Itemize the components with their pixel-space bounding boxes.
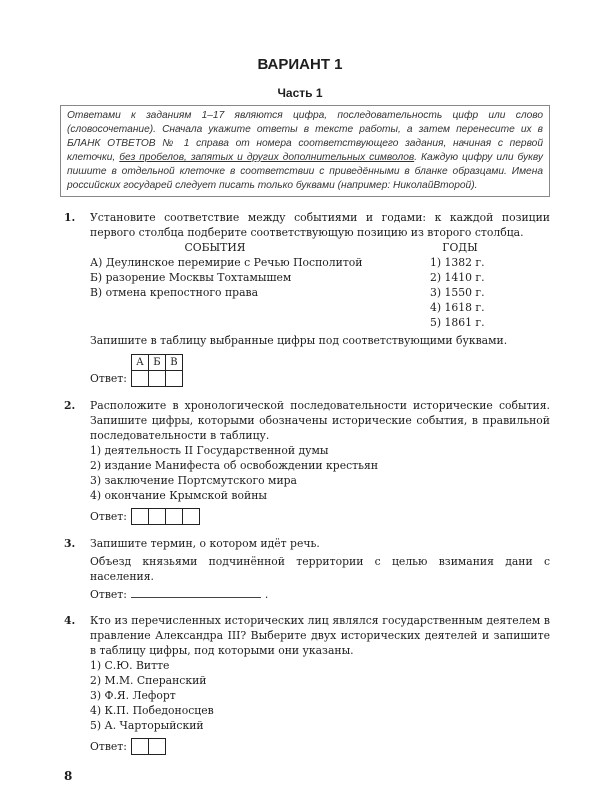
list-item: 3) Ф.Я. Лефорт <box>90 689 176 702</box>
list-item: 4) окончание Крымской войны <box>90 489 267 502</box>
list-item: 4) К.П. Победоносцев <box>90 704 214 717</box>
list-item: 3) заключение Портсмутского мира <box>90 474 297 487</box>
question-1 <box>64 210 550 387</box>
answer-cell[interactable] <box>131 509 148 525</box>
year-item: 4) 1618 г. <box>430 301 485 314</box>
instructions-box <box>60 105 550 197</box>
answer-cell[interactable] <box>131 739 148 755</box>
part-title: Часть 1 <box>277 86 323 100</box>
answer-table <box>131 508 200 525</box>
answer-label: Ответ: <box>90 510 127 523</box>
answer-cell[interactable] <box>148 509 165 525</box>
events-header: СОБЫТИЯ <box>184 241 246 254</box>
years-header: ГОДЫ <box>442 241 478 254</box>
column-letter: А <box>131 355 148 371</box>
year-item: 2) 1410 г. <box>430 271 485 284</box>
year-item: 3) 1550 г. <box>430 286 485 299</box>
question-number: 1. <box>64 211 76 224</box>
question-number: 2. <box>64 399 76 412</box>
answer-cell[interactable] <box>131 371 148 387</box>
question-number: 3. <box>64 537 76 550</box>
question-text: Установите соответствие между событиями и годами: к каждой позиции первого столбца подберите соответствующую позицию из второго столбца. <box>90 211 550 239</box>
instructions-text-2: . Каждую цифру или букву пишите в отдельной клеточке в соответствии с приведёнными в бланке образцами. Имена российских государей следует писать только буквами (например: НиколайВторой). <box>67 152 543 191</box>
list-item: 5) А. Чарторыйский <box>90 719 204 732</box>
event-item: А) Деулинское перемирие с Речью Посполитой <box>90 256 363 269</box>
question-2 <box>64 398 550 525</box>
answer-cell[interactable] <box>165 371 182 387</box>
list-item: 1) деятельность II Государственной думы <box>90 444 329 457</box>
answer-period: . <box>264 588 269 601</box>
instructions-underlined: без пробелов, запятых и других дополнительных символов <box>119 152 415 163</box>
answer-table <box>131 354 183 387</box>
answer-cell[interactable] <box>165 509 182 525</box>
answer-label: Ответ: <box>90 740 127 753</box>
column-letter: Б <box>148 355 165 371</box>
question-number: 4. <box>64 614 76 627</box>
answer-cell[interactable] <box>148 371 165 387</box>
answer-cell[interactable] <box>182 509 199 525</box>
question-3 <box>64 536 550 602</box>
year-item: 5) 1861 г. <box>430 316 485 329</box>
question-text: Кто из перечисленных исторических лиц являлся государственным деятелем в правление Александра III? Выберите двух исторических деятелей и запишите в таблицу цифры, под которыми они указаны. <box>90 614 550 657</box>
answer-label: Ответ: <box>90 372 127 385</box>
question-text: Запишите термин, о котором идёт речь. <box>90 537 320 550</box>
term-definition: Объезд князьями подчинённой территории с целью взимания дани с населения. <box>90 555 550 583</box>
instructions-text: Ответами к заданиям 1–17 являются цифра, последовательность цифр или слово (словосочетание). Сначала укажите ответы в тексте работы, а затем перенесите их в БЛАНК ОТВЕТОВ № 1 справа от номера соответствующего задания, начиная с первой клеточки, <box>67 110 543 163</box>
event-item: Б) разорение Москвы Тохтамышем <box>90 271 292 284</box>
page-number: 8 <box>64 769 73 783</box>
event-item: В) отмена крепостного права <box>90 286 259 299</box>
answer-label: Ответ: <box>90 588 127 601</box>
answer-line[interactable] <box>131 587 261 598</box>
question-4 <box>64 613 550 755</box>
table-instruction: Запишите в таблицу выбранные цифры под соответствующими буквами. <box>90 334 508 347</box>
list-item: 1) С.Ю. Витте <box>90 659 170 672</box>
question-text: Расположите в хронологической последовательности исторические события. Запишите цифры, которыми обозначены исторические события, в правильной последовательности в таблицу. <box>90 399 550 442</box>
list-item: 2) М.М. Сперанский <box>90 674 207 687</box>
answer-table <box>131 738 166 755</box>
answer-cell[interactable] <box>148 739 165 755</box>
list-item: 2) издание Манифеста об освобождении крестьян <box>90 459 379 472</box>
variant-title: ВАРИАНТ 1 <box>257 56 343 73</box>
year-item: 1) 1382 г. <box>430 256 485 269</box>
column-letter: В <box>165 355 182 371</box>
